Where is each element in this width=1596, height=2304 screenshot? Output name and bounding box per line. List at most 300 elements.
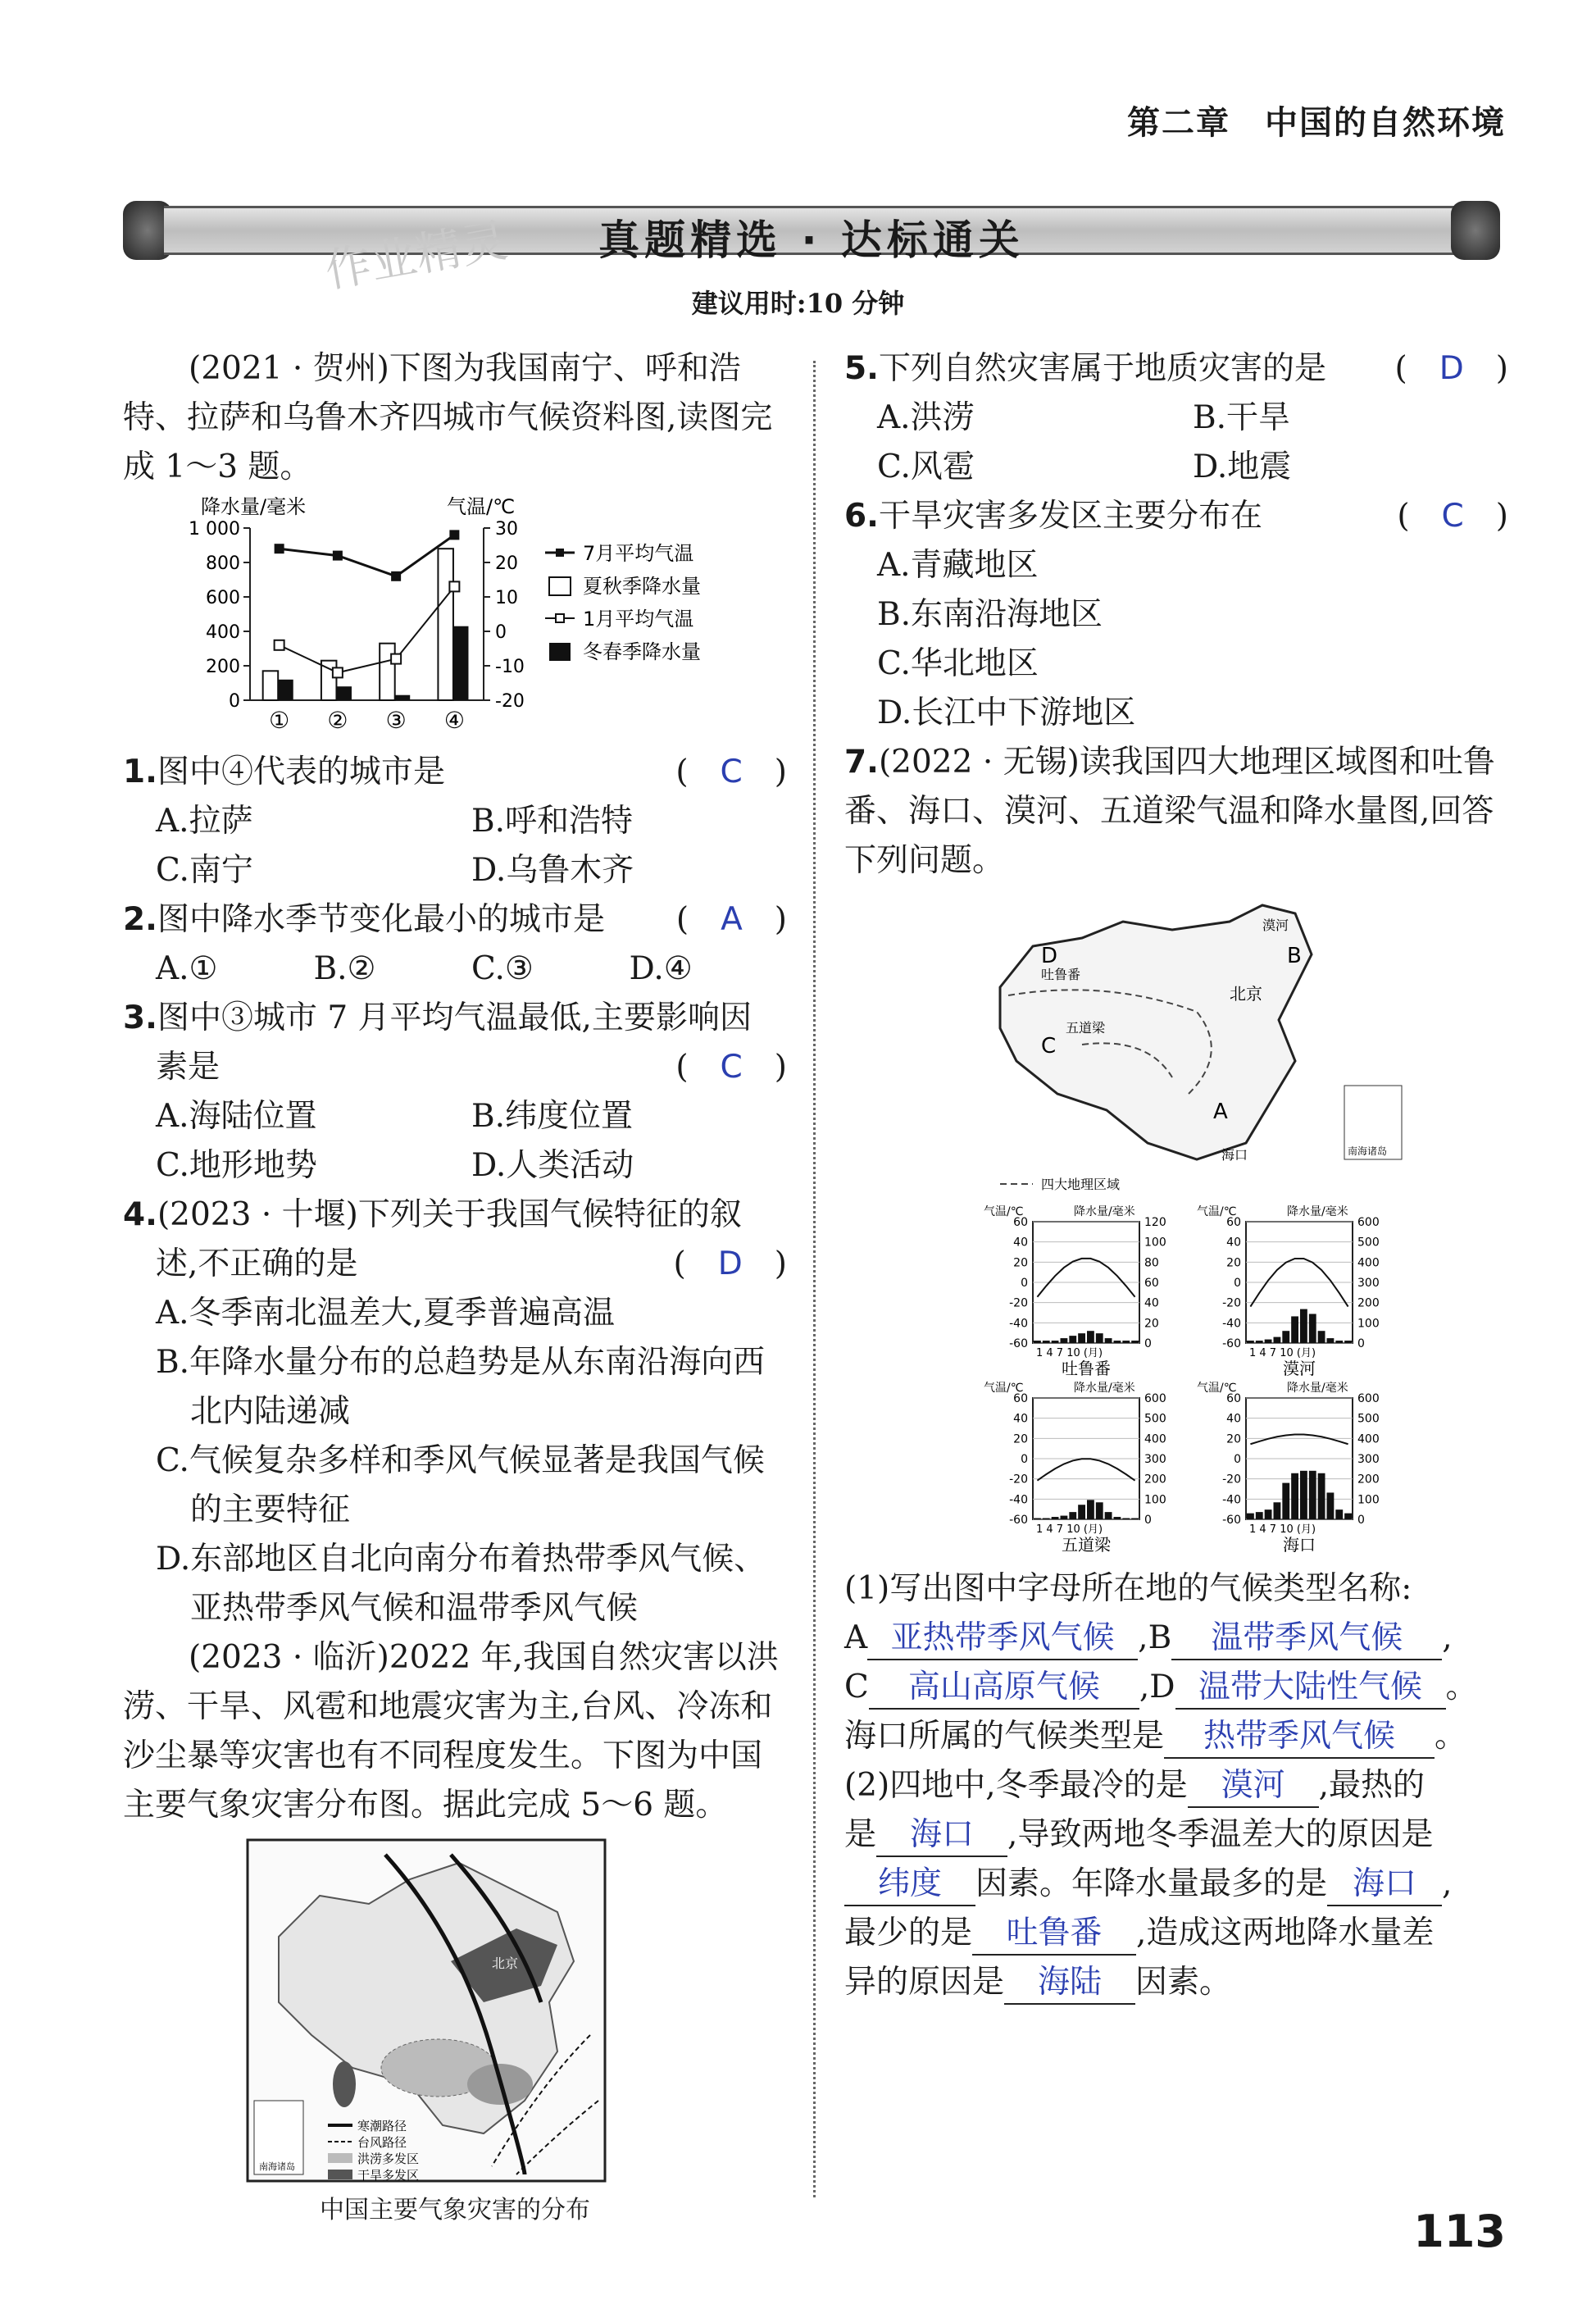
sub2-line-4 bbox=[844, 1909, 1508, 1958]
intro-2: (2023 · 临沂)2022 年,我国自然灾害以洪涝、干旱、风雹和地震灾害为主,台风、冷冻和沙尘暴等灾害也有不同程度发生。下图为中国主要气象灾害分布图。据此完成 5～6 题。 bbox=[123, 1639, 779, 1824]
question-4 bbox=[123, 1240, 787, 1289]
q4-line-1 bbox=[123, 1191, 787, 1240]
q3-option: C.地形地势 bbox=[156, 1147, 317, 1184]
climate-temp-tick: 20 bbox=[1013, 1432, 1028, 1446]
climate-temp-tick: 40 bbox=[1013, 1412, 1028, 1426]
sub2-t6: , bbox=[1442, 1865, 1453, 1902]
q2-answer-paren: ( A ) bbox=[675, 901, 787, 938]
climate-precip-bar bbox=[1335, 1341, 1343, 1343]
climate-precip-tick: 200 bbox=[1357, 1473, 1380, 1487]
climate-precip-tick: 120 bbox=[1144, 1216, 1166, 1229]
q2-answer: A bbox=[721, 901, 743, 938]
climate-precip-bar bbox=[1105, 1338, 1112, 1343]
map1-caption: 中国主要气象灾害的分布 bbox=[320, 2196, 590, 2224]
climate-temp-tick: -20 bbox=[1222, 1473, 1241, 1487]
climate-temp-tick: -60 bbox=[1222, 1514, 1241, 1527]
climate-precip-bar bbox=[1274, 1502, 1281, 1519]
climate-temp-label: 气温/℃ bbox=[984, 1382, 1024, 1395]
climate-precip-tick: 500 bbox=[1144, 1412, 1166, 1426]
climate-temp-tick: -60 bbox=[1009, 1514, 1028, 1527]
place-haikou: 海口 bbox=[1221, 1147, 1248, 1163]
climate-precip-tick: 500 bbox=[1357, 1412, 1380, 1426]
climate-place-name: 漠河 bbox=[1283, 1359, 1316, 1378]
climate-precip-bar bbox=[1344, 1341, 1352, 1343]
q3-text-1: 图中③城市 7 月平均气温最低,主要影响因 bbox=[157, 999, 752, 1036]
q3-option: B.纬度位置 bbox=[471, 1098, 634, 1135]
climate-precip-tick: 200 bbox=[1144, 1473, 1166, 1487]
sub2-t7: 最少的是 bbox=[844, 1915, 973, 1951]
region-label-b: B bbox=[1287, 944, 1302, 968]
climate-temp-tick: 60 bbox=[1013, 1216, 1028, 1229]
climate-precip-bar bbox=[1291, 1316, 1298, 1343]
q2-options bbox=[123, 945, 787, 994]
sub2-line-5 bbox=[844, 1958, 1508, 2007]
sub2-t4: ,导致两地冬季温差大的原因是 bbox=[1007, 1816, 1434, 1853]
sub2-t8: ,造成这两地降水量差 bbox=[1136, 1915, 1435, 1951]
climate-precip-tick: 100 bbox=[1357, 1317, 1380, 1331]
chart1-category-label: ④ bbox=[443, 707, 465, 734]
q3-line-1 bbox=[123, 994, 787, 1043]
answer-coldest: 漠河 bbox=[1188, 1765, 1319, 1808]
climate-temp-tick: 40 bbox=[1226, 1236, 1241, 1250]
climate-precip-tick: 100 bbox=[1144, 1493, 1166, 1507]
chart1-left-tick-label: 800 bbox=[206, 553, 240, 574]
chart1-right-tick-label: 30 bbox=[495, 519, 518, 540]
q2-option: D.④ bbox=[629, 950, 693, 987]
point-jul-temp bbox=[449, 530, 459, 540]
climate-chart-four-cities bbox=[123, 495, 787, 741]
climate-precip-label: 降水量/毫米 bbox=[1287, 1205, 1348, 1218]
bar-winter-precip bbox=[278, 680, 293, 700]
map1-legend-typhoon: 台风路径 bbox=[357, 2135, 407, 2150]
climate-precip-tick: 100 bbox=[1144, 1236, 1166, 1250]
right-column bbox=[844, 344, 1508, 2007]
answer-most: 海口 bbox=[1327, 1864, 1442, 1906]
climate-precip-tick: 300 bbox=[1144, 1453, 1166, 1466]
q3-options-row-2 bbox=[123, 1141, 787, 1191]
climate-precip-bar bbox=[1131, 1341, 1139, 1343]
chart1-category-label: ② bbox=[327, 707, 348, 734]
place-beijing: 北京 bbox=[1230, 984, 1262, 1004]
chart1-right-tick-label: -10 bbox=[495, 657, 525, 677]
answer-factor-2: 海陆 bbox=[1004, 1962, 1135, 2005]
climate-precip-tick: 20 bbox=[1144, 1317, 1159, 1331]
sub2-line-2 bbox=[844, 1810, 1508, 1860]
climate-precip-bar bbox=[1282, 1331, 1289, 1343]
q3-answer: C bbox=[720, 1049, 743, 1086]
climate-precip-bar bbox=[1247, 1514, 1254, 1519]
climate-place-name: 海口 bbox=[1283, 1535, 1316, 1555]
climate-temp-curve bbox=[1037, 1259, 1134, 1297]
legend-jan-temp-marker bbox=[556, 614, 564, 622]
q2-number: 2. bbox=[123, 901, 157, 938]
point-jul-temp bbox=[391, 571, 401, 581]
legend-winter-precip: 冬春季降水量 bbox=[583, 640, 701, 663]
climate-precip-tick: 400 bbox=[1357, 1432, 1380, 1446]
climate-precip-bar bbox=[1300, 1471, 1307, 1519]
climate-temp-tick: -60 bbox=[1009, 1337, 1028, 1350]
climate-precip-bar bbox=[1052, 1517, 1059, 1519]
climate-precip-tick: 600 bbox=[1357, 1392, 1380, 1405]
place-mohe: 漠河 bbox=[1262, 918, 1289, 933]
q1-option: D.乌鲁木齐 bbox=[471, 852, 634, 889]
line-jan-temp bbox=[280, 586, 455, 672]
climate-precip-bar bbox=[1247, 1341, 1254, 1343]
climate-temp-tick: 0 bbox=[1234, 1453, 1241, 1466]
climate-precip-tick: 200 bbox=[1357, 1296, 1380, 1310]
climate-precip-bar bbox=[1078, 1505, 1085, 1519]
climate-precip-bar bbox=[1274, 1337, 1281, 1343]
legend-winter-precip-marker bbox=[549, 643, 571, 661]
climate-precip-bar bbox=[1300, 1309, 1307, 1343]
climate-precip-bar bbox=[1114, 1517, 1121, 1519]
climate-precip-bar bbox=[1061, 1516, 1068, 1519]
line-jul-temp bbox=[280, 535, 455, 576]
climate-temp-tick: 40 bbox=[1013, 1236, 1028, 1250]
point-jan-temp bbox=[275, 640, 284, 650]
chart1-right-tick-label: -20 bbox=[495, 691, 525, 712]
legend-jan-temp: 1月平均气温 bbox=[583, 608, 694, 631]
map1-city: 北京 bbox=[492, 1956, 519, 1971]
climate-precip-bar bbox=[1087, 1331, 1094, 1343]
sub2-t1: (2)四地中,冬季最冷的是 bbox=[844, 1767, 1188, 1804]
q7-text: (2022 · 无锡)读我国四大地理区域图和吐鲁番、海口、漠河、五道梁气温和降水量图,回答下列问题。 bbox=[844, 744, 1495, 879]
q3-option: A.海陆位置 bbox=[156, 1098, 317, 1135]
region-label-c: C bbox=[1041, 1034, 1057, 1059]
answer-c: 高山高原气候 bbox=[869, 1667, 1139, 1710]
q6-text: 干旱灾害多发区主要分布在 bbox=[878, 498, 1262, 535]
climate-month-label: 1 4 7 10 (月) bbox=[1249, 1347, 1316, 1359]
climate-precip-tick: 100 bbox=[1357, 1493, 1380, 1507]
q6-number: 6. bbox=[844, 498, 879, 535]
left-column bbox=[123, 344, 787, 2235]
q1-answer: C bbox=[720, 754, 743, 790]
q1-answer-paren: ( C ) bbox=[675, 754, 787, 790]
sub2-line-1 bbox=[844, 1761, 1508, 1810]
climate-month-label: 1 4 7 10 (月) bbox=[1036, 1523, 1103, 1536]
climate-precip-bar bbox=[1105, 1512, 1112, 1519]
q1-options-row-2 bbox=[123, 846, 787, 895]
q5-answer: D bbox=[1439, 350, 1464, 387]
sub2-t5: 因素。年降水量最多的是 bbox=[975, 1865, 1328, 1902]
q5-option: A.洪涝 bbox=[877, 399, 975, 436]
q3-options-row-1 bbox=[123, 1092, 787, 1141]
climate-chart-2 bbox=[984, 1381, 1166, 1555]
climate-precip-bar bbox=[1034, 1341, 1041, 1343]
map1-legend-flood: 洪涝多发区 bbox=[357, 2151, 420, 2166]
climate-temp-tick: -20 bbox=[1009, 1473, 1028, 1487]
climate-temp-tick: 40 bbox=[1226, 1412, 1241, 1426]
q4-text-1: (2023 · 十堰)下列关于我国气候特征的叙 bbox=[157, 1196, 742, 1233]
banner-title: 真题精选 · 达标通关 bbox=[598, 216, 1025, 264]
climate-temp-tick: 0 bbox=[1021, 1277, 1028, 1290]
chart1-right-tick-label: 10 bbox=[495, 588, 518, 608]
map1-legend-cold: 寒潮路径 bbox=[357, 2119, 407, 2133]
legend-jul-temp-marker bbox=[556, 549, 564, 557]
climate-temp-tick: 60 bbox=[1226, 1392, 1241, 1405]
climate-precip-bar bbox=[1052, 1341, 1059, 1343]
column-divider bbox=[813, 361, 816, 2197]
climate-temp-curve bbox=[1037, 1459, 1134, 1480]
bar-winter-precip bbox=[336, 686, 352, 700]
climate-temp-tick: -40 bbox=[1222, 1317, 1241, 1331]
question-1 bbox=[123, 748, 787, 797]
q7-number: 7. bbox=[844, 744, 879, 781]
climate-precip-bar bbox=[1327, 1492, 1335, 1519]
climate-precip-bar bbox=[1078, 1333, 1085, 1343]
climate-precip-bar bbox=[1256, 1341, 1263, 1343]
q3-text-2: 素是 bbox=[156, 1049, 221, 1086]
chart1-left-tick-label: 200 bbox=[206, 657, 240, 677]
climate-precip-bar bbox=[1069, 1336, 1076, 1343]
climate-precip-bar bbox=[1087, 1500, 1094, 1519]
answer-haikou-type: 热带季风气候 bbox=[1164, 1716, 1435, 1759]
map1-inset-label: 南海诸岛 bbox=[259, 2161, 295, 2172]
q1-options-row-1 bbox=[123, 797, 787, 846]
climate-precip-bar bbox=[1096, 1502, 1103, 1519]
q3-option: D.人类活动 bbox=[471, 1147, 634, 1184]
climate-precip-bar bbox=[1122, 1341, 1130, 1343]
bar-winter-precip bbox=[453, 626, 469, 700]
answer-factor-1: 纬度 bbox=[844, 1864, 975, 1906]
map2-inset-label: 南海诸岛 bbox=[1348, 1145, 1388, 1157]
climate-precip-tick: 80 bbox=[1144, 1256, 1159, 1270]
climate-temp-tick: -20 bbox=[1009, 1296, 1028, 1310]
climate-precip-tick: 400 bbox=[1357, 1256, 1380, 1270]
legend-jul-temp: 7月平均气温 bbox=[583, 542, 694, 565]
question-7 bbox=[844, 738, 1508, 886]
climate-temp-label: 气温/℃ bbox=[1197, 1382, 1237, 1395]
climate-temp-tick: 0 bbox=[1234, 1277, 1241, 1290]
q4-option: B.年降水量分布的总趋势是从东南沿海向西北内陆递减 bbox=[156, 1344, 766, 1430]
page-number: 113 bbox=[1413, 2206, 1506, 2257]
climate-chart-3 bbox=[1197, 1381, 1380, 1555]
q1-option: A.拉萨 bbox=[156, 803, 253, 840]
q4-answer: D bbox=[717, 1245, 743, 1282]
legend-summer-precip-marker bbox=[549, 577, 571, 595]
q6-answer-paren: ( C ) bbox=[1397, 498, 1508, 535]
climate-precip-bar bbox=[1318, 1331, 1325, 1343]
climate-precip-bar bbox=[1291, 1473, 1298, 1519]
q1-option: B.呼和浩特 bbox=[471, 803, 634, 840]
answer-b: 温带季风气候 bbox=[1171, 1618, 1442, 1660]
climate-temp-tick: -60 bbox=[1222, 1337, 1241, 1350]
climate-temp-tick: -40 bbox=[1009, 1317, 1028, 1331]
chart1-category-label: ① bbox=[269, 707, 290, 734]
q5-option: D.地震 bbox=[1193, 449, 1292, 485]
climate-precip-tick: 0 bbox=[1357, 1514, 1365, 1527]
chart1-ylabel-left: 降水量/毫米 bbox=[201, 495, 307, 518]
chapter-header: 第二章 中国的自然环境 bbox=[1127, 104, 1506, 142]
climate-temp-label: 气温/℃ bbox=[1197, 1205, 1237, 1218]
climate-precip-bar bbox=[1327, 1338, 1335, 1343]
climate-temp-curve bbox=[1250, 1435, 1348, 1445]
q6-option: C.华北地区 bbox=[877, 645, 1039, 682]
q3-number: 3. bbox=[123, 999, 157, 1036]
climate-chart-0 bbox=[984, 1204, 1166, 1378]
climate-precip-tick: 500 bbox=[1357, 1236, 1380, 1250]
chart1-category-label: ③ bbox=[385, 707, 407, 734]
chart1-right-tick-label: 20 bbox=[495, 553, 518, 574]
place-turpan: 吐鲁番 bbox=[1041, 967, 1081, 982]
disaster-map bbox=[246, 1838, 607, 2183]
climate-precip-tick: 600 bbox=[1144, 1392, 1166, 1405]
sub1-line-haikou: 海口所属的气候类型是 热带季风气候 。 bbox=[844, 1712, 1508, 1761]
q1-number: 1. bbox=[123, 754, 157, 790]
climate-precip-tick: 400 bbox=[1144, 1432, 1166, 1446]
climate-precip-tick: 0 bbox=[1144, 1514, 1152, 1527]
watermark: 作业精灵 bbox=[321, 213, 512, 298]
climate-precip-bar bbox=[1344, 1514, 1352, 1519]
chart1-right-tick-label: 0 bbox=[495, 622, 507, 643]
climate-temp-tick: -40 bbox=[1009, 1493, 1028, 1507]
q5-options-row-1 bbox=[844, 394, 1508, 443]
answer-a: 亚热带季风气候 bbox=[867, 1618, 1138, 1660]
climate-precip-bar bbox=[1061, 1338, 1068, 1343]
climate-precip-bar bbox=[1256, 1512, 1263, 1519]
map1-legend-flood-mark bbox=[328, 2153, 352, 2163]
climate-place-name: 吐鲁番 bbox=[1062, 1359, 1111, 1378]
climate-precip-label: 降水量/毫米 bbox=[1287, 1382, 1348, 1395]
q2-option: C.③ bbox=[471, 950, 534, 987]
sub2-t10: 因素。 bbox=[1135, 1964, 1232, 2001]
region-label-d: D bbox=[1041, 944, 1058, 968]
climate-precip-bar bbox=[1043, 1341, 1050, 1343]
haikou-prefix: 海口所属的气候类型是 bbox=[844, 1718, 1165, 1755]
drought-area-southwest bbox=[333, 2061, 356, 2107]
sub1-line-cd: C 高山高原气候 ,D 温带大陆性气候 。 bbox=[844, 1663, 1508, 1712]
climate-precip-tick: 300 bbox=[1357, 1277, 1380, 1290]
bar-summer-precip bbox=[438, 549, 453, 700]
climate-precip-tick: 0 bbox=[1144, 1337, 1152, 1350]
climate-charts bbox=[984, 1204, 1410, 1556]
region-label-a: A bbox=[1213, 1100, 1228, 1124]
regions-map bbox=[984, 897, 1410, 1200]
chart1-left-tick-label: 400 bbox=[206, 622, 240, 643]
climate-temp-tick: 20 bbox=[1226, 1432, 1241, 1446]
climate-precip-bar bbox=[1114, 1341, 1121, 1343]
answer-least: 吐鲁番 bbox=[972, 1913, 1136, 1956]
bar-summer-precip bbox=[263, 671, 279, 700]
sub2-t3: 是 bbox=[844, 1816, 877, 1853]
climate-temp-tick: 0 bbox=[1021, 1453, 1028, 1466]
climate-precip-label: 降水量/毫米 bbox=[1074, 1382, 1135, 1395]
q4-answer-paren: ( D ) bbox=[673, 1245, 787, 1282]
map2-legend: 四大地理区域 bbox=[1041, 1177, 1121, 1192]
q5-option: B.干旱 bbox=[1193, 399, 1291, 436]
climate-chart-1 bbox=[1197, 1204, 1380, 1378]
question-3 bbox=[123, 1043, 787, 1092]
answer-d: 温带大陆性气候 bbox=[1175, 1667, 1446, 1710]
chart1-left-tick-label: 1 000 bbox=[189, 519, 240, 540]
q4-option: C.气候复杂多样和季风气候显著是我国气候的主要特征 bbox=[156, 1442, 765, 1528]
climate-month-label: 1 4 7 10 (月) bbox=[1249, 1523, 1316, 1536]
climate-temp-label: 气温/℃ bbox=[984, 1205, 1024, 1218]
point-jul-temp bbox=[275, 544, 284, 553]
q5-text: 下列自然灾害属于地质灾害的是 bbox=[878, 350, 1326, 387]
q6-option: B.东南沿海地区 bbox=[877, 596, 1103, 633]
climate-precip-tick: 600 bbox=[1357, 1216, 1380, 1229]
point-jul-temp bbox=[333, 551, 343, 561]
question-5 bbox=[844, 344, 1508, 394]
point-jan-temp bbox=[391, 654, 401, 664]
climate-temp-tick: -20 bbox=[1222, 1296, 1241, 1310]
q5-number: 5. bbox=[844, 350, 879, 387]
q2-option: A.① bbox=[156, 950, 218, 987]
q6-answer: C bbox=[1441, 498, 1464, 535]
climate-temp-tick: -40 bbox=[1222, 1493, 1241, 1507]
climate-precip-tick: 300 bbox=[1357, 1453, 1380, 1466]
place-wudaoliang: 五道梁 bbox=[1066, 1020, 1106, 1036]
climate-precip-bar bbox=[1309, 1314, 1316, 1343]
q6-option: A.青藏地区 bbox=[877, 547, 1039, 584]
climate-precip-label: 降水量/毫米 bbox=[1074, 1205, 1135, 1218]
q2-text: 图中降水季节变化最小的城市是 bbox=[157, 901, 605, 938]
climate-precip-bar bbox=[1318, 1473, 1325, 1519]
intro-1: (2021 · 贺州)下图为我国南宁、呼和浩特、拉萨和乌鲁木齐四城市气候资料图,读图完成 1～3 题。 bbox=[123, 350, 773, 485]
map1-legend-drought: 干旱多发区 bbox=[357, 2168, 420, 2183]
q2-option: B.② bbox=[313, 950, 376, 987]
q6-option: D.长江中下游地区 bbox=[877, 694, 1136, 731]
q4-option: A.冬季南北温差大,夏季普遍高温 bbox=[156, 1295, 615, 1332]
point-jan-temp bbox=[333, 667, 343, 677]
map1-legend-drought-mark bbox=[328, 2170, 352, 2179]
bar-summer-precip bbox=[380, 644, 395, 700]
sub2-t9: 异的原因是 bbox=[844, 1964, 1005, 2001]
climate-precip-tick: 60 bbox=[1144, 1277, 1159, 1290]
sub1-prompt: (1)写出图中字母所在地的气候类型名称: bbox=[844, 1570, 1412, 1607]
climate-temp-tick: 20 bbox=[1226, 1256, 1241, 1270]
climate-temp-tick: 60 bbox=[1013, 1392, 1028, 1405]
sub1-line-ab: A 亚热带季风气候 ,B 温带季风气候 , bbox=[844, 1614, 1508, 1663]
bar-winter-precip bbox=[395, 695, 411, 700]
q1-option: C.南宁 bbox=[156, 852, 253, 889]
point-jan-temp bbox=[449, 581, 459, 591]
answer-hottest: 海口 bbox=[876, 1815, 1007, 1857]
chart1-left-tick-label: 0 bbox=[229, 691, 240, 712]
chart1-ylabel-right: 气温/℃ bbox=[447, 495, 516, 518]
climate-month-label: 1 4 7 10 (月) bbox=[1036, 1347, 1103, 1359]
climate-temp-tick: 20 bbox=[1013, 1256, 1028, 1270]
q1-text: 图中④代表的城市是 bbox=[157, 754, 445, 790]
sub2-line-3 bbox=[844, 1860, 1508, 1909]
q5-options-row-2 bbox=[844, 443, 1508, 492]
climate-precip-bar bbox=[1096, 1333, 1103, 1343]
climate-precip-bar bbox=[1309, 1471, 1316, 1519]
climate-precip-bar bbox=[1282, 1483, 1289, 1519]
sub2-t2: ,最热的 bbox=[1318, 1767, 1425, 1804]
chart1-left-tick-label: 600 bbox=[206, 588, 240, 608]
legend-summer-precip: 夏秋季降水量 bbox=[583, 575, 701, 598]
q4-option: D.东部地区自北向南分布着热带季风气候、亚热带季风气候和温带季风气候 bbox=[156, 1541, 766, 1627]
question-2 bbox=[123, 895, 787, 945]
climate-precip-bar bbox=[1069, 1512, 1076, 1519]
time-note: 建议用时:10 分钟 bbox=[691, 288, 905, 319]
q3-answer-paren: ( C ) bbox=[675, 1049, 787, 1086]
q4-text-2: 述,不正确的是 bbox=[156, 1245, 358, 1282]
climate-precip-tick: 40 bbox=[1144, 1296, 1159, 1310]
q5-answer-paren: ( D ) bbox=[1394, 350, 1508, 387]
question-6 bbox=[844, 492, 1508, 541]
climate-temp-tick: 60 bbox=[1226, 1216, 1241, 1229]
climate-precip-bar bbox=[1265, 1340, 1272, 1343]
climate-precip-bar bbox=[1335, 1509, 1343, 1519]
climate-place-name: 五道梁 bbox=[1062, 1535, 1111, 1555]
climate-precip-tick: 0 bbox=[1357, 1337, 1365, 1350]
q4-number: 4. bbox=[123, 1196, 157, 1233]
q5-option: C.风雹 bbox=[877, 449, 975, 485]
climate-precip-bar bbox=[1265, 1509, 1272, 1519]
